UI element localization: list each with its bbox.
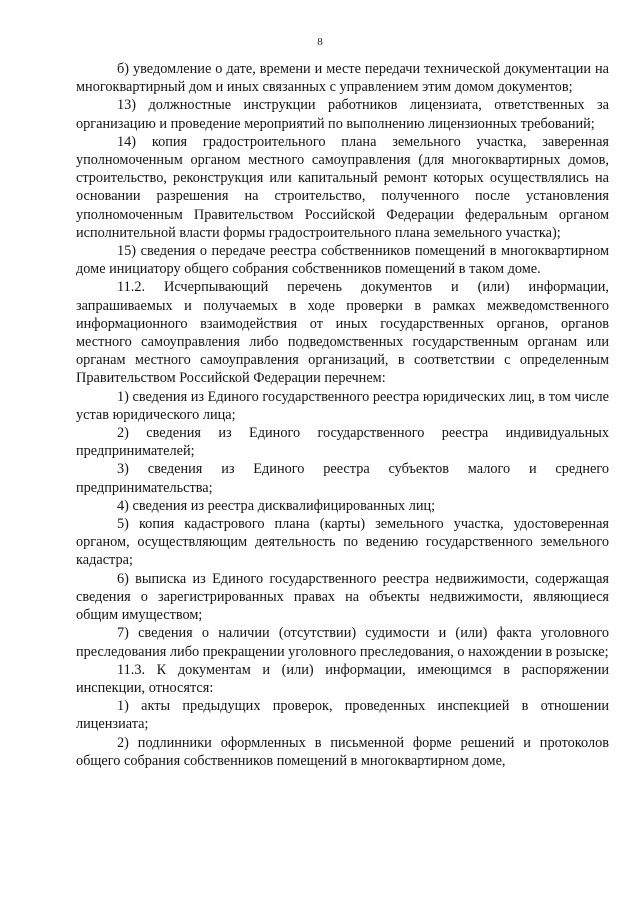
list-item-4-disqualified-persons: 4) сведения из реестра дисквалифицированных лиц;: [117, 497, 436, 514]
list-item-2-entrepreneurs-register: 2) сведения из Единого государственного реестра индивидуальных предпринимателей;: [76, 425, 609, 460]
list-item-5-cadastral-plan: 5) копия кадастрового плана (карты) земельного участка, удостоверенная органом, осуществляющим деятельность по ведению государственного земельного кадастра;: [76, 516, 609, 569]
page-number: 8: [317, 36, 323, 48]
list-item-1-previous-inspections: 1) акты предыдущих проверок, проведенных инспекцией в отношении лицензиата;: [76, 698, 609, 733]
list-item-2-meeting-decisions: 2) подлинники оформленных в письменной форме решений и протоколов общего собрания собственников помещений в многоквартирном доме,: [76, 734, 609, 769]
list-item-3-small-business-register: 3) сведения из Единого реестра субъектов малого и среднего предпринимательства;: [76, 461, 609, 496]
list-item-1-legal-entities-register: 1) сведения из Единого государственного реестра юридических лиц, в том числе устав юридического лица;: [76, 388, 609, 423]
paragraph-11-2-document-list: 11.2. Исчерпывающий перечень документов и (или) информации, запрашиваемых и получаемых в ходе проверки в рамках межведомственного информационного взаимодействия от иных государственных органов, органов местного самоуправления либо подведомственных государственным органам или органам местного самоуправления организаций, в соответствии с определенным Правительством Российской Федерации перечнем:: [76, 279, 609, 387]
list-item-6-real-estate-extract: 6) выписка из Единого государственного реестра недвижимости, содержащая сведения о зарегистрированных правах на объекты недвижимости, являющиеся общим имуществом;: [76, 570, 609, 624]
list-item-7-criminal-record: 7) сведения о наличии (отсутствии) судимости и (или) факта уголовного преследования либо прекращении уголовного преследования, о нахождении в розыске;: [76, 625, 609, 660]
paragraph-11-3-inspection-documents: 11.3. К документам и (или) информации, имеющимся в распоряжении инспекции, относятся:: [76, 661, 609, 696]
paragraph-14-urban-plan-copy: 14) копия градостроительного плана земельного участка, заверенная уполномоченным органом местного самоуправления (для многоквартирных домов, строительство, реконструкция или капитальный ремонт которых осуществлялись на основании разрешения на строительство, полученного после установления уполномоченным Правительством Российской Федерации федеральным органом исполнительной власти формы градостроительного плана земельного участка);: [76, 133, 609, 241]
paragraph-15-owners-register: 15) сведения о передаче реестра собственников помещений в многоквартирном доме инициатору общего собрания собственников помещений в таком доме.: [76, 243, 609, 278]
paragraph-b-notification: б) уведомление о дате, времени и месте передачи технической документации на многоквартирный дом и иных связанных с управлением этим домом документов;: [76, 61, 609, 96]
document-body: [76, 60, 609, 770]
paragraph-13-job-instructions: 13) должностные инструкции работников лицензиата, ответственных за организацию и проведение мероприятий по выполнению лицензионных требований;: [76, 97, 609, 132]
